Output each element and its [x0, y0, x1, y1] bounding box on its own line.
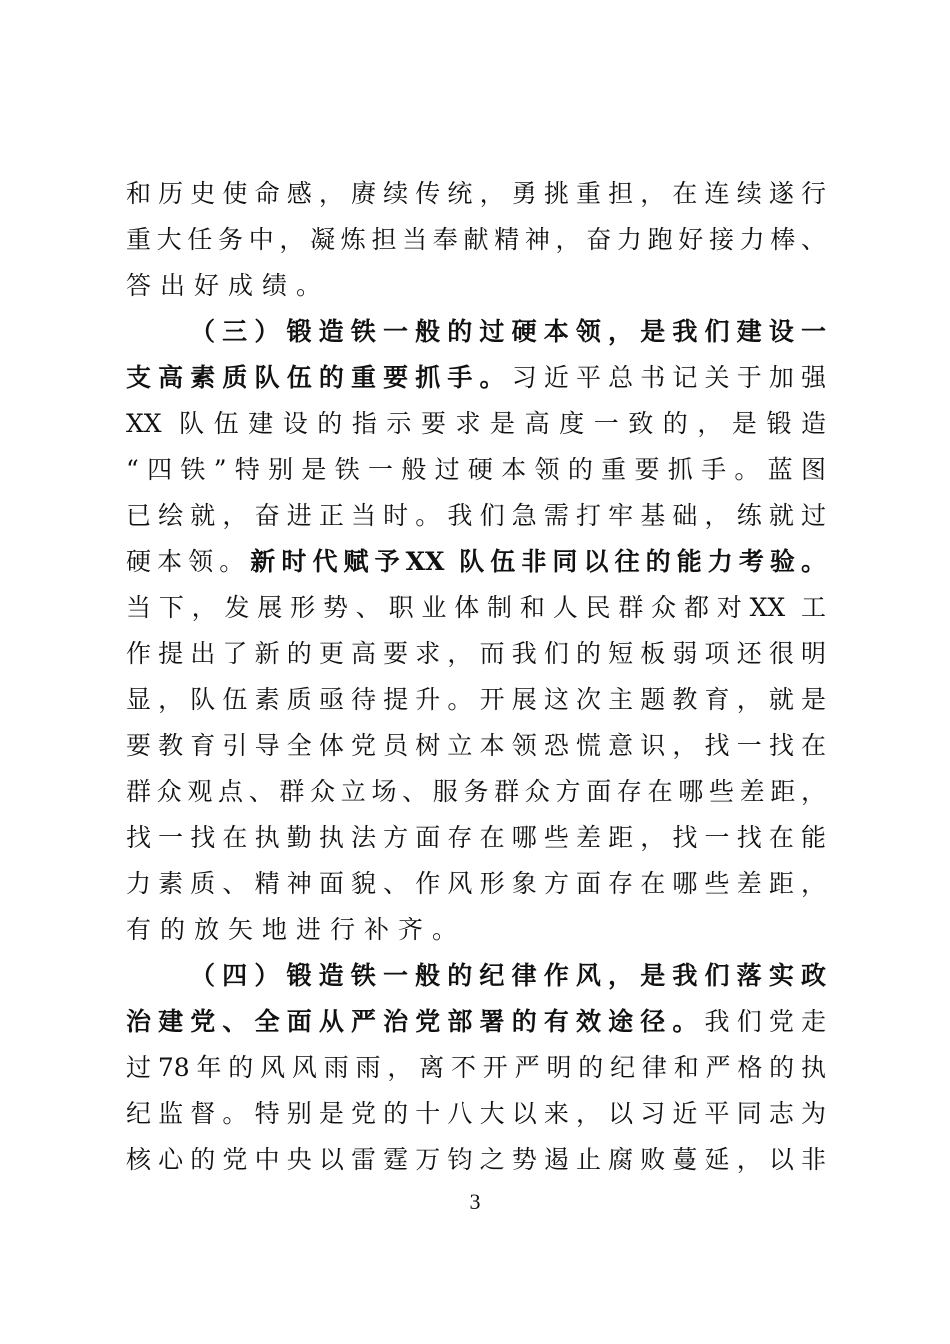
body-text-line: 作提出了新的更高要求，而我们的短板弱项还很明: [126, 639, 826, 668]
section-heading-three-cont: 支高素质队伍的重要抓手。: [126, 363, 512, 392]
body-text-line: 过78年的风风雨雨，离不开严明的纪律和严格的执: [126, 1053, 826, 1082]
body-text-line: 力素质、精神面貌、作风形象方面存在哪些差距，: [126, 869, 826, 898]
body-text-span: 我们党走: [704, 1007, 826, 1036]
body-text-line: [126, 361, 826, 395]
body-text-line: 答出好成绩。: [126, 271, 331, 300]
emphasis-text: 新时代赋予XX 队伍非同以往的能力考验。: [250, 547, 826, 576]
body-text-span: 习近平总书记关于加强: [511, 363, 826, 392]
body-text-line: 当下，发展形势、职业体制和人民群众都对XX 工: [126, 593, 826, 622]
body-text-line: 群众观点、群众立场、服务群众方面存在哪些差距，: [126, 777, 826, 806]
body-text-line: 显，队伍素质亟待提升。开展这次主题教育，就是: [126, 685, 826, 714]
body-text-line: [126, 1005, 826, 1039]
body-text-line: “四铁”特别是铁一般过硬本领的重要抓手。蓝图: [126, 455, 826, 484]
body-text-line: [126, 545, 826, 579]
page-number: 3: [469, 1189, 481, 1214]
section-heading-four-cont: 治建党、全面从严治党部署的有效途径。: [126, 1007, 705, 1036]
body-text-line: 核心的党中央以雷霆万钧之势遏止腐败蔓延，以非: [126, 1145, 826, 1174]
body-text-line: 要教育引导全体党员树立本领恐慌意识，找一找在: [126, 731, 826, 760]
body-text-line: XX 队伍建设的指示要求是高度一致的，是锻造: [126, 409, 826, 438]
body-text-line: 找一找在执勤执法方面存在哪些差距，找一找在能: [126, 823, 826, 852]
section-heading-three: （三）锻造铁一般的过硬本领，是我们建设一: [190, 317, 826, 346]
body-text-line: 和历史使命感，赓续传统，勇挑重担，在连续遂行: [126, 179, 826, 208]
section-heading-four: （四）锻造铁一般的纪律作风，是我们落实政: [190, 961, 826, 990]
body-text-line: 重大任务中，凝炼担当奉献精神，奋力跑好接力棒、: [126, 225, 826, 254]
body-text-line: 纪监督。特别是党的十八大以来，以习近平同志为: [126, 1099, 826, 1128]
body-text-line: 有的放矢地进行补齐。: [126, 915, 467, 944]
body-text-line: 已绘就，奋进正当时。我们急需打牢基础，练就过: [126, 501, 826, 530]
body-text-span: 硬本领。: [126, 547, 251, 576]
